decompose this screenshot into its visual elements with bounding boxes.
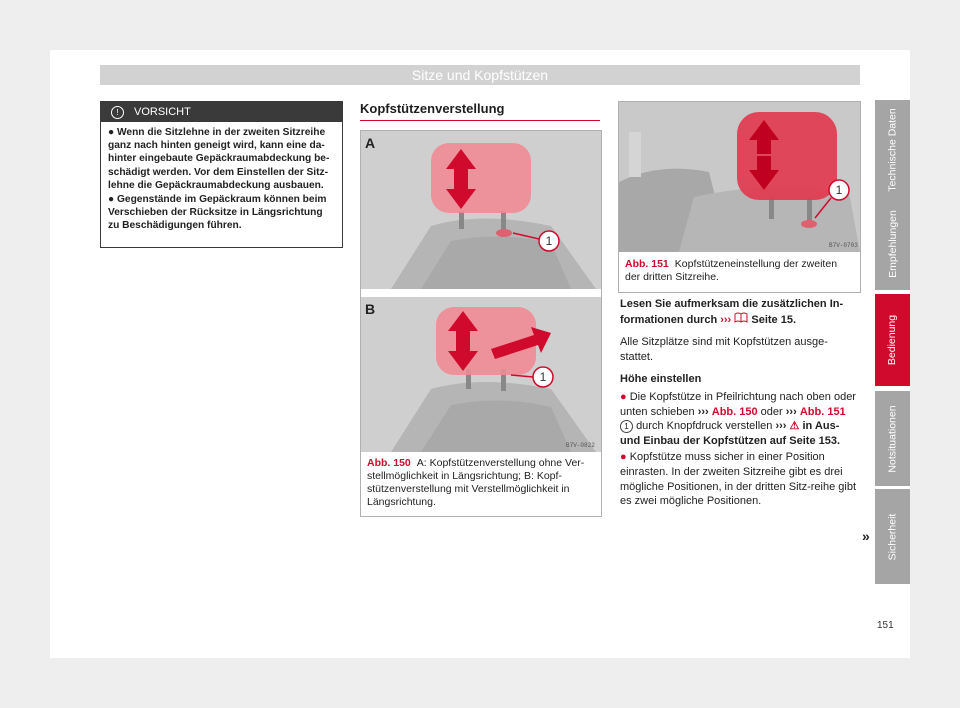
caution-item: ● Gegenstände im Gepäckraum können beim Verschieben der Rücksitze in Längsrichtung zu Beschädigungen führen. (108, 194, 327, 232)
bullet-1-ref-text[interactable]: in Aus- und Einbau der Kopfstützen auf Seite 153. (620, 420, 841, 447)
section-title: Kopfstützenverstellung (360, 101, 505, 116)
tab-bedienung[interactable] (875, 294, 910, 386)
bullet-item-1 (620, 390, 860, 448)
bullet-icon: ● (620, 390, 627, 403)
section-divider (360, 120, 600, 121)
tab-label: Notsituationen (886, 404, 899, 473)
figure-150-callout-a: 1 (545, 234, 553, 248)
figure-150-panel-b (361, 297, 601, 452)
tab-label: Sicherheit (886, 513, 899, 560)
figure-150-caption (367, 457, 595, 509)
caution-box (100, 101, 343, 248)
ref-arrows: ››› (775, 420, 787, 433)
tab-notsituationen[interactable] (875, 391, 910, 486)
intro-text: Lesen Sie aufmerksam die zusätzlichen In-formationen durch (620, 298, 844, 326)
bullet-1-text: Die Kopfstütze in Pfeilrichtung nach oben oder unten schieben (620, 390, 856, 418)
bullet-item-2 (620, 450, 860, 508)
figure-150-callout-b: 1 (539, 370, 547, 384)
figure-150-caption-text: A: Kopfstützenverstellung ohne Ver-stellmöglichkeit in Längsrichtung; B: Kopf-stützenverstellung mit Verstellmöglichkeit in Längsrichtung. (367, 457, 585, 508)
ref-arrows: ››› (785, 405, 797, 418)
paragraph-1: Alle Sitzplätze sind mit Kopfstützen ausge-stattet. (620, 336, 828, 363)
bullet-1-or: oder (760, 405, 783, 418)
figure-151 (618, 101, 861, 293)
headrest-illustration-a (361, 131, 601, 289)
ref-abb-151[interactable]: Abb. 151 (799, 405, 846, 418)
figure-151-callout: 1 (835, 183, 843, 197)
subheading: Höhe einstellen (620, 373, 702, 386)
tab-sicherheit[interactable] (875, 489, 910, 584)
bullet-icon: ● (620, 451, 627, 464)
figure-151-code: B7V-0703 (829, 242, 858, 249)
book-icon (734, 312, 748, 323)
intro-paragraph (620, 297, 860, 327)
bullet-1-text-2: durch Knopfdruck verstellen (636, 420, 773, 433)
page-header: Sitze und Kopfstützen (100, 65, 860, 85)
ref-arrows: ››› (697, 405, 709, 418)
tab-label: Empfehlungen (886, 210, 899, 278)
figure-151-caption-text: Kopfstützeneinstellung der zweiten der dritten Sitzreihe. (625, 258, 838, 283)
figure-150 (360, 130, 602, 517)
caution-item: ● Wenn die Sitzlehne in der zweiten Sitzreihe ganz nach hinten geneigt wird, kann eine da-hinter eingebaute Gepäckraumabdeckung be-schädigt werden. Vor dem Einstellen der Sitz-lehne die Gepäckraumabdeckung ausbauen. (108, 127, 330, 191)
figure-150-code: B7V-0822 (566, 442, 595, 449)
tab-label: Bedienung (886, 314, 899, 366)
caution-body (101, 122, 342, 238)
panel-label-a: A (365, 135, 376, 151)
callout-1: 1 (620, 420, 633, 433)
warning-triangle-icon: ⚠ (789, 420, 800, 433)
headrest-illustration-b (361, 297, 601, 452)
page-number: 151 (877, 620, 894, 631)
tab-label: Technische Daten (886, 108, 899, 192)
bullet-2-text: Kopfstütze muss sicher in einer Position einrasten. In der zweiten Sitzreihe gibt es drei mögliche Positionen, in der dritten Sitz-reihe gibt es zwei mögliche Positionen. (620, 451, 857, 508)
panel-label-b: B (365, 301, 376, 317)
figure-150-label: Abb. 150 (367, 457, 411, 469)
caution-title: VORSICHT (134, 106, 191, 118)
intro-page-link[interactable]: Seite 15. (751, 313, 796, 326)
intro-arrows[interactable]: ››› (720, 313, 732, 326)
figure-151-caption (625, 258, 853, 284)
tab-empfehlungen[interactable] (875, 198, 910, 290)
ref-abb-150[interactable]: Abb. 150 (711, 405, 758, 418)
main-text (620, 297, 860, 517)
headrest-illustration-151 (619, 102, 860, 252)
caution-header (101, 102, 342, 122)
figure-151-label: Abb. 151 (625, 258, 669, 270)
figure-150-panel-a (361, 131, 601, 289)
continue-mark: » (862, 528, 870, 544)
exclamation-circle-icon: ! (111, 106, 124, 119)
tab-technische-daten[interactable] (875, 100, 910, 200)
